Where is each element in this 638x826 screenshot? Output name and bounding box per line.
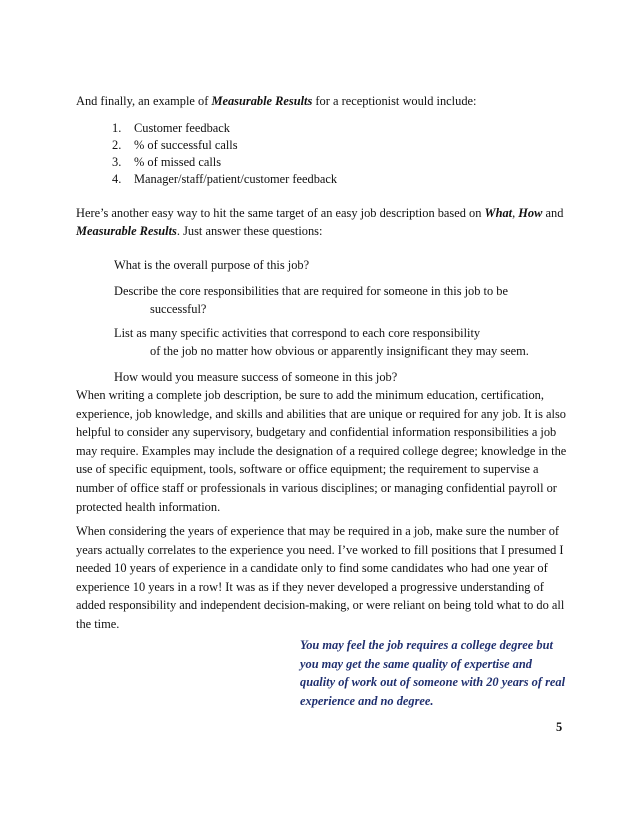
question-text: How would you measure success of someone in this job? — [114, 370, 398, 384]
list-item-text: % of missed calls — [134, 155, 222, 169]
question-item — [114, 282, 554, 318]
requirements-paragraph: When writing a complete job description, be sure to add the minimum education, certification, experience, job knowledge, and skills and abilities that are unique or required for any job. It is also helpful to consider any supervisory, budgetary and confidential information responsibilities a job may require. Examples may include the designation of a required college degree; knowledge in the use of specific equipment, tools, software or office equipment; the requirement to supervise a number of office staff or professionals in various disciplines; or managing confidential payroll or protected health information. — [76, 388, 567, 514]
intro-paragraph — [76, 92, 572, 110]
list-item-text: Manager/staff/patient/customer feedback — [134, 172, 338, 186]
para2-text-end: . Just answer these questions: — [176, 224, 323, 238]
question-text: Describe the core responsibilities that are required for someone in this job to be — [114, 284, 508, 298]
intro-text: And finally, an example of — [76, 94, 212, 108]
question-text: List as many specific activities that correspond to each core responsibility — [114, 326, 481, 340]
questions-list — [114, 256, 554, 393]
para2-and: and — [542, 206, 564, 220]
question-text-continued: of the job no matter how obvious or apparently insignificant they may seem. — [150, 344, 529, 358]
list-number: 3. — [112, 155, 122, 169]
list-item — [112, 120, 337, 137]
measurable-results-list — [112, 120, 337, 188]
para2-comma: , — [512, 206, 519, 220]
callout-quote: You may feel the job requires a college degree but you may get the same quality of expertise and quality of work out of someone with 20 years of real experience and no degree. — [300, 638, 566, 708]
experience-paragraph: When considering the years of experience that may be required in a job, make sure the number of years actually correlates to the experience you need. I’ve worked to fill positions that I presumed I needed 10 years of experience in a candidate only to find some candidates who had one year of experience 10 years in a row! It was as if they never developed a progressive understanding of added responsibility and independent decision-making, or were reliant on being told what to do all the time. — [76, 524, 565, 631]
intro-text-end: for a receptionist would include: — [312, 94, 477, 108]
emphasis-measurable-results: Measurable Results — [76, 224, 177, 238]
list-item — [112, 154, 337, 171]
emphasis-what: What — [484, 206, 513, 220]
question-text-continued: successful? — [150, 302, 207, 316]
question-text: What is the overall purpose of this job? — [114, 258, 310, 272]
page-number: 5 — [556, 720, 563, 734]
intro-emphasis: Measurable Results — [211, 94, 313, 108]
emphasis-how: How — [518, 206, 543, 220]
list-number: 1. — [112, 121, 122, 135]
para2-text: Here’s another easy way to hit the same target of an easy job description based on — [76, 206, 485, 220]
list-item — [112, 137, 337, 154]
list-number: 4. — [112, 172, 122, 186]
list-item-text: Customer feedback — [134, 121, 230, 135]
question-item — [114, 368, 554, 386]
list-item — [112, 171, 337, 188]
job-description-paragraph — [76, 204, 572, 240]
question-item — [114, 256, 554, 274]
list-number: 2. — [112, 138, 122, 152]
list-item-text: % of successful calls — [134, 138, 238, 152]
question-item — [114, 324, 554, 360]
